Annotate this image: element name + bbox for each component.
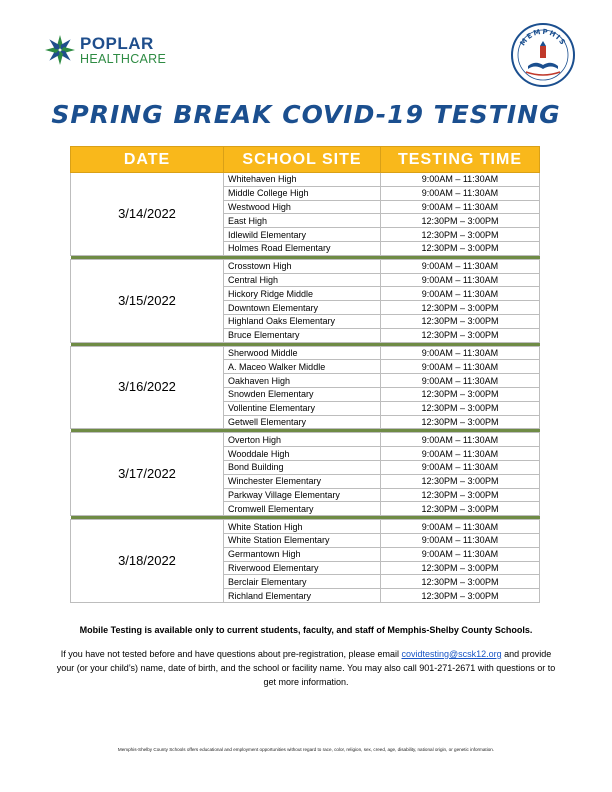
testing-time-cell: 9:00AM – 11:30AM <box>381 200 540 214</box>
school-site-cell: Idlewild Elementary <box>224 228 381 242</box>
testing-time-cell: 12:30PM – 3:00PM <box>381 575 540 589</box>
school-site-cell: Highland Oaks Elementary <box>224 314 381 328</box>
testing-time-cell: 9:00AM – 11:30AM <box>381 273 540 287</box>
testing-time-cell: 9:00AM – 11:30AM <box>381 259 540 273</box>
school-site-cell: Westwood High <box>224 200 381 214</box>
school-site-cell: Middle College High <box>224 186 381 200</box>
email-link[interactable]: covidtesting@scsk12.org <box>401 649 502 659</box>
school-site-cell: Wooddale High <box>224 447 381 461</box>
school-site-cell: Berclair Elementary <box>224 575 381 589</box>
testing-time-cell: 12:30PM – 3:00PM <box>381 314 540 328</box>
testing-time-cell: 9:00AM – 11:30AM <box>381 547 540 561</box>
school-site-cell: Vollentine Elementary <box>224 401 381 415</box>
school-site-cell: White Station High <box>224 520 381 534</box>
testing-time-cell: 9:00AM – 11:30AM <box>381 447 540 461</box>
testing-time-cell: 9:00AM – 11:30AM <box>381 374 540 388</box>
table-row <box>71 520 540 534</box>
testing-time-cell: 12:30PM – 3:00PM <box>381 401 540 415</box>
testing-time-cell: 12:30PM – 3:00PM <box>381 589 540 603</box>
school-site-cell: Snowden Elementary <box>224 387 381 401</box>
testing-time-cell: 12:30PM – 3:00PM <box>381 228 540 242</box>
logo-subtitle: HEALTHCARE <box>80 51 167 66</box>
date-cell: 3/16/2022 <box>71 346 224 429</box>
school-site-cell: Crosstown High <box>224 259 381 273</box>
school-site-cell: White Station Elementary <box>224 533 381 547</box>
testing-time-cell: 12:30PM – 3:00PM <box>381 561 540 575</box>
testing-time-cell: 9:00AM – 11:30AM <box>381 360 540 374</box>
school-site-cell: Cromwell Elementary <box>224 502 381 516</box>
poplar-healthcare-logo <box>44 33 194 67</box>
seal-text: MEMPHIS <box>518 27 568 48</box>
school-site-cell: Bruce Elementary <box>224 328 381 342</box>
school-site-cell: Hickory Ridge Middle <box>224 287 381 301</box>
testing-time-cell: 9:00AM – 11:30AM <box>381 346 540 360</box>
testing-time-cell: 9:00AM – 11:30AM <box>381 520 540 534</box>
school-site-cell: Germantown High <box>224 547 381 561</box>
date-cell: 3/14/2022 <box>71 173 224 256</box>
column-header-date: DATE <box>71 147 224 173</box>
contact-paragraph <box>56 647 556 689</box>
school-site-cell: Getwell Elementary <box>224 415 381 429</box>
school-site-cell: East High <box>224 214 381 228</box>
logo-title: POPLAR <box>80 33 154 53</box>
testing-time-cell: 9:00AM – 11:30AM <box>381 287 540 301</box>
school-site-cell: Sherwood Middle <box>224 346 381 360</box>
table-row <box>71 173 540 187</box>
testing-time-cell: 9:00AM – 11:30AM <box>381 460 540 474</box>
memphis-seal-icon <box>510 22 576 88</box>
school-site-cell: Richland Elementary <box>224 589 381 603</box>
eligibility-note: Mobile Testing is available only to current students, faculty, and staff of Memphis-Shelby County Schools. <box>79 625 533 635</box>
testing-time-cell: 12:30PM – 3:00PM <box>381 214 540 228</box>
testing-time-cell: 9:00AM – 11:30AM <box>381 186 540 200</box>
testing-time-cell: 12:30PM – 3:00PM <box>381 301 540 315</box>
school-site-cell: A. Maceo Walker Middle <box>224 360 381 374</box>
testing-time-cell: 12:30PM – 3:00PM <box>381 241 540 255</box>
testing-time-cell: 12:30PM – 3:00PM <box>381 328 540 342</box>
table-row <box>71 433 540 447</box>
testing-time-cell: 9:00AM – 11:30AM <box>381 533 540 547</box>
date-cell: 3/18/2022 <box>71 520 224 603</box>
nondiscrimination-footer: Memphis-Shelby County Schools offers educational and employment opportunities without regard to race, color, religion, sex, creed, age, disability, national origin, or genetic information. <box>117 747 495 752</box>
table-header-row <box>71 147 540 173</box>
school-site-cell: Riverwood Elementary <box>224 561 381 575</box>
table-row <box>71 346 540 360</box>
contact-text-before: If you have not tested before and have questions about pre-registration, please email <box>60 649 402 659</box>
testing-time-cell: 9:00AM – 11:30AM <box>381 173 540 187</box>
date-cell: 3/15/2022 <box>71 259 224 342</box>
testing-schedule-table <box>70 146 540 603</box>
school-site-cell: Bond Building <box>224 460 381 474</box>
school-site-cell: Overton High <box>224 433 381 447</box>
date-cell: 3/17/2022 <box>71 433 224 516</box>
school-site-cell: Oakhaven High <box>224 374 381 388</box>
column-header-school-site: SCHOOL SITE <box>224 147 381 173</box>
table-row <box>71 259 540 273</box>
contact-text-after: and provide your (or your child’s) name, date of birth, and the school or facility name. You may also call 901-271-2671 with questions or to get more information. <box>56 649 556 687</box>
testing-time-cell: 12:30PM – 3:00PM <box>381 502 540 516</box>
page-title: SPRING BREAK COVID-19 TESTING <box>51 100 561 129</box>
poplar-star-icon <box>44 34 76 66</box>
school-site-cell: Whitehaven High <box>224 173 381 187</box>
school-site-cell: Winchester Elementary <box>224 474 381 488</box>
testing-time-cell: 12:30PM – 3:00PM <box>381 415 540 429</box>
testing-time-cell: 12:30PM – 3:00PM <box>381 488 540 502</box>
column-header-testing-time: TESTING TIME <box>381 147 540 173</box>
testing-time-cell: 12:30PM – 3:00PM <box>381 474 540 488</box>
testing-time-cell: 9:00AM – 11:30AM <box>381 433 540 447</box>
school-site-cell: Downtown Elementary <box>224 301 381 315</box>
testing-time-cell: 12:30PM – 3:00PM <box>381 387 540 401</box>
school-site-cell: Parkway Village Elementary <box>224 488 381 502</box>
school-site-cell: Central High <box>224 273 381 287</box>
school-site-cell: Holmes Road Elementary <box>224 241 381 255</box>
